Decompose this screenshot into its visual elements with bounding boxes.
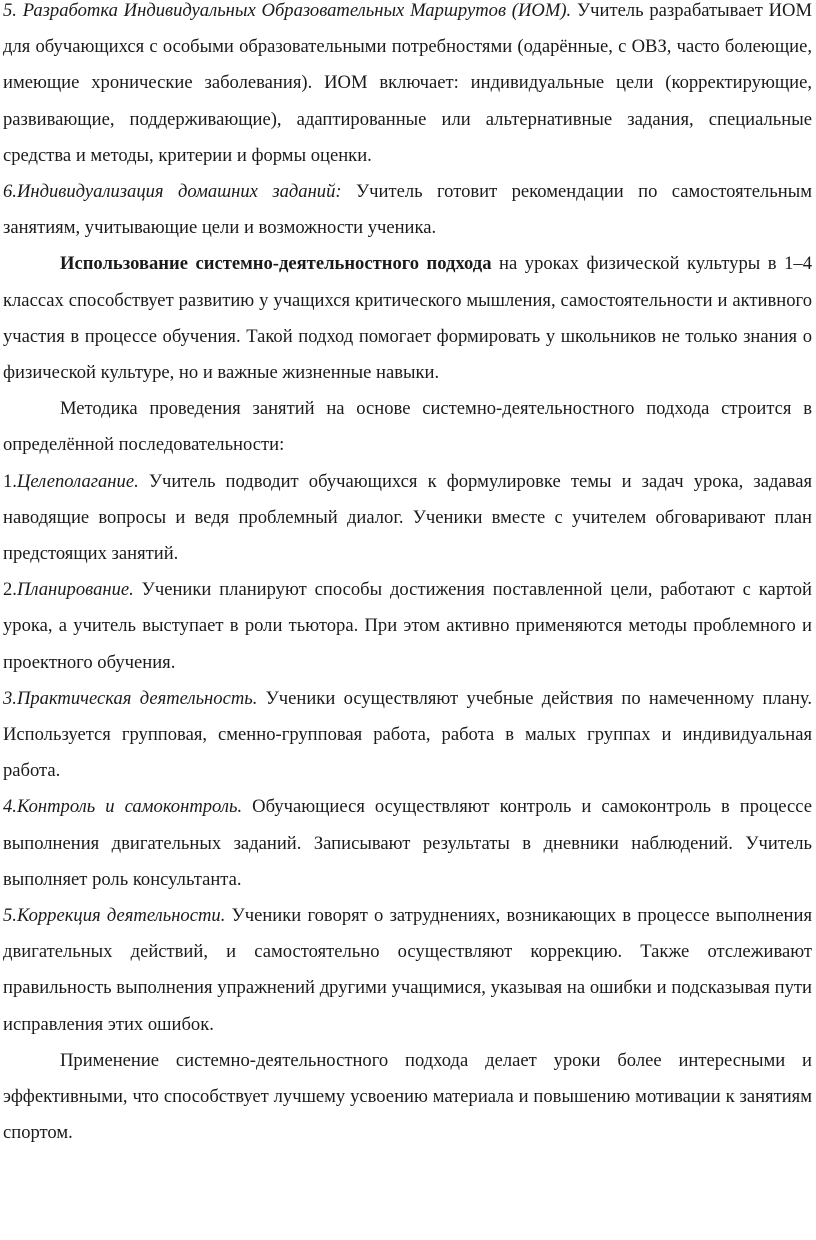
list-item-planning (3, 572, 812, 681)
paragraph-methodology (3, 391, 812, 463)
list-item-correction (3, 898, 812, 1043)
body-text: Обучающиеся осуществляют контроль и самоконтроль в процессе выполнения двигательных заданий. Записывают результаты в дневники наблюдений. Учитель выполняет роль консультанта. (3, 796, 812, 890)
body-text: Методика проведения занятий на основе системно-деятельностного подхода строится в определённой последовательности: (3, 398, 812, 456)
body-text: Ученики планируют способы достижения поставленной цели, работают с картой урока, а учитель выступает в роли тьютора. При этом активно применяются методы проблемного и проектного обучения. (3, 579, 812, 673)
list-item-title: Планирование. (16, 579, 134, 601)
heading-homework: 6.Индивидуализация домашних заданий: (3, 181, 342, 203)
paragraph-homework (3, 174, 812, 246)
list-item-title: Целеполагание. (16, 470, 139, 492)
body-text: Ученики осуществляют учебные действия по намеченному плану. Используется групповая, сменно-групповая работа, работа в малых группах и индивидуальная работа. (3, 687, 812, 782)
body-text: на уроках физической культуры в 1–4 классах способствует развитию у учащихся критического мышления, самостоятельности и активного участия в процессе обучения. Такой подход помогает формировать у школьников не только знания о физической культуре, но и важные жизненные навыки. (3, 253, 812, 384)
body-text: Применение системно-деятельностного подхода делает уроки более интересными и эффективными, что способствует лучшему усвоению материала и повышению мотивации к занятиям спортом. (3, 1049, 812, 1144)
list-item-practice (3, 681, 812, 790)
heading-iom: 5. Разработка Индивидуальных Образовательных Маршрутов (ИОМ). (3, 0, 572, 21)
body-text: Учитель готовит рекомендации по самостоятельным занятиям, учитывающие цели и возможности ученика. (3, 181, 812, 239)
list-item-title: 3.Практическая деятельность. (3, 687, 258, 709)
list-number: 2. (3, 579, 17, 601)
bold-term: Использование системно-деятельностного подхода (60, 253, 492, 275)
list-item-title: 4.Контроль и самоконтроль. (3, 796, 243, 818)
list-item-title: 5.Коррекция деятельности. (3, 905, 226, 927)
body-text: Ученики говорят о затруднениях, возникающих в процессе выполнения двигательных действий, и самостоятельно осуществляют коррекцию. Также отслеживают правильность выполнения упражнений другими учащимися, указывая на ошибки и подсказывая пути исправления этих ошибок. (3, 905, 813, 1035)
list-item-control (3, 789, 812, 898)
body-text: Учитель разрабатывает ИОМ для обучающихся с особыми образовательными потребностями (одарённые, с ОВЗ, часто болеющие, имеющие хронические заболевания). ИОМ включает: индивидуальные цели (корректирующие, развивающие, поддерживающие), адаптированные или альтернативные задания, специальные средства и методы, критерии и формы оценки. (3, 0, 812, 166)
paragraph-approach (3, 246, 812, 391)
paragraph-conclusion (3, 1043, 812, 1152)
body-text: Учитель подводит обучающихся к формулировке темы и задач урока, задавая наводящие вопросы и ведя проблемный диалог. Ученики вместе с учителем обговаривают план предстоящих занятий. (3, 470, 812, 565)
list-number: 1. (3, 470, 17, 492)
list-item-goal-setting (3, 464, 812, 573)
paragraph-iom (3, 0, 812, 174)
